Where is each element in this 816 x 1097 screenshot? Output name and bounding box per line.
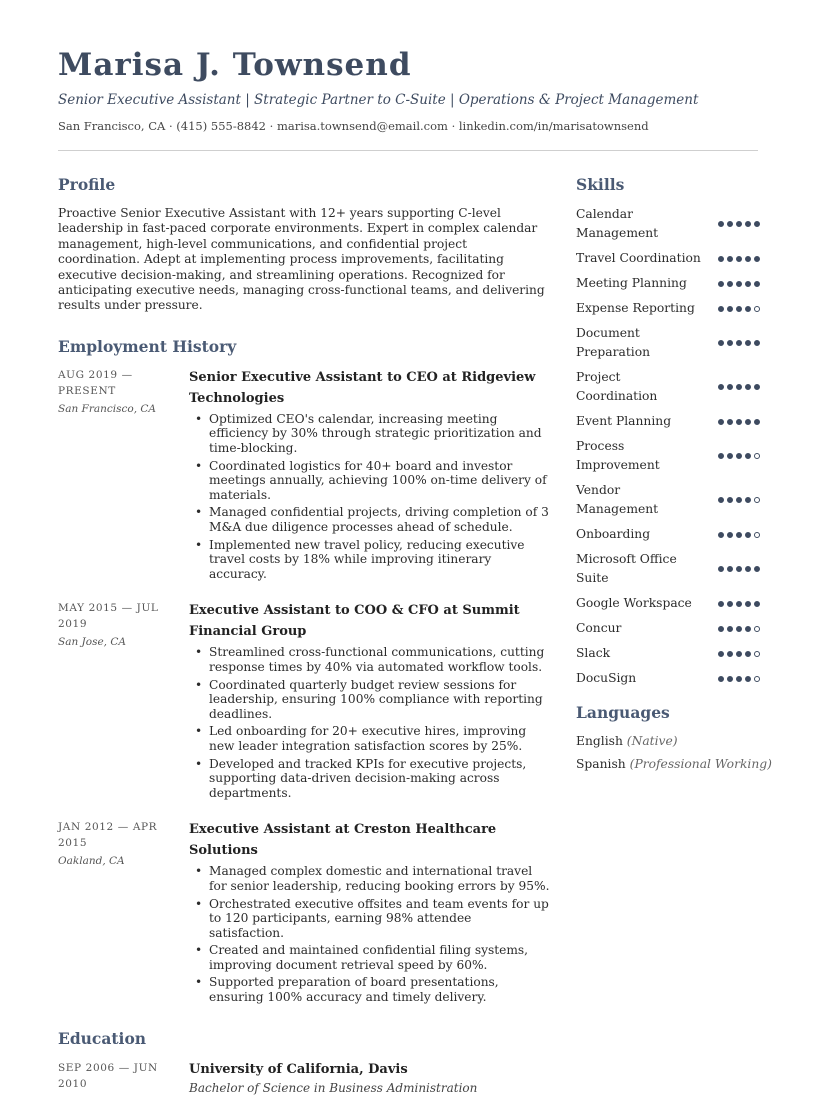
rating-dot-filled <box>718 256 724 262</box>
job-title: Executive Assistant to COO & CFO at Summit Financial Group <box>189 603 520 640</box>
job-bullet: • Developed and tracked KPIs for executive projects, supporting data-driven decision-making across departments. <box>189 757 550 801</box>
rating-dot-filled <box>736 221 742 227</box>
skill-name: Project Coordination <box>576 370 658 403</box>
profile-title: Profile <box>58 175 116 194</box>
rating-dot-filled <box>745 676 751 682</box>
rating-dot-filled <box>745 306 751 312</box>
rating-dot-empty <box>754 651 760 657</box>
rating-dot-filled <box>745 221 751 227</box>
job-bullet: • Managed complex domestic and international travel for senior leadership, reducing booking errors by 95%. <box>189 864 550 893</box>
skills-list <box>576 205 760 688</box>
rating-dot-filled <box>736 453 742 459</box>
skill-rating <box>718 676 760 682</box>
contact-line: San Francisco, CA · (415) 555-8842 · marisa.townsend@email.com · linkedin.com/in/marisatownsend <box>58 119 649 133</box>
school-name: University of California, Davis <box>189 1061 408 1077</box>
employment-section <box>58 336 550 1008</box>
rating-dot-filled <box>754 256 760 262</box>
job-bullet: • Implemented new travel policy, reducing executive travel costs by 18% while improving itinerary accuracy. <box>189 538 550 582</box>
rating-dot-filled <box>718 419 724 425</box>
rating-dot-empty <box>754 626 760 632</box>
rating-dot-filled <box>736 676 742 682</box>
rating-dot-filled <box>745 626 751 632</box>
skill-item <box>576 437 760 475</box>
skill-item <box>576 481 760 519</box>
rating-dot-filled <box>727 221 733 227</box>
rating-dot-filled <box>727 532 733 538</box>
job-bullet: • Streamlined cross-functional communications, cutting response times by 40% via automated workflow tools. <box>189 645 550 674</box>
skills-title: Skills <box>576 175 625 194</box>
skill-rating <box>718 601 760 607</box>
rating-dot-filled <box>727 256 733 262</box>
rating-dot-filled <box>754 384 760 390</box>
rating-dot-filled <box>718 532 724 538</box>
rating-dot-filled <box>727 497 733 503</box>
skill-name: Calendar Management <box>576 207 659 240</box>
rating-dot-filled <box>727 626 733 632</box>
job-bullets <box>189 645 550 800</box>
language-item <box>576 753 772 776</box>
rating-dot-filled <box>718 453 724 459</box>
language-name: Spanish <box>576 757 626 771</box>
education-body <box>189 1060 550 1097</box>
job-dates: JAN 2012 — APR 2015 <box>58 821 158 850</box>
rating-dot-filled <box>745 566 751 572</box>
skill-rating <box>718 419 760 425</box>
education-entry <box>58 1060 550 1097</box>
skill-rating <box>718 626 760 632</box>
skill-name: Process Improvement <box>576 439 660 472</box>
rating-dot-filled <box>754 419 760 425</box>
skill-rating <box>718 532 760 538</box>
skill-rating <box>718 566 760 572</box>
rating-dot-filled <box>745 256 751 262</box>
skill-item <box>576 249 760 268</box>
job-bullet: • Orchestrated executive offsites and team events for up to 120 participants, earning 98% attendee satisfaction. <box>189 897 550 941</box>
rating-dot-filled <box>727 384 733 390</box>
rating-dot-filled <box>754 566 760 572</box>
skill-item <box>576 274 760 293</box>
job-title: Senior Executive Assistant to CEO at Ridgeview Technologies <box>189 369 536 406</box>
rating-dot-filled <box>736 566 742 572</box>
job-location: Oakland, CA <box>58 855 125 868</box>
job-meta <box>58 600 189 803</box>
job-dates: MAY 2015 — JUL 2019 <box>58 602 159 631</box>
skill-name: Document Preparation <box>576 326 651 359</box>
skill-rating <box>718 384 760 390</box>
skill-item <box>576 525 760 544</box>
skill-name: Vendor Management <box>576 483 659 516</box>
skill-name: DocuSign <box>576 671 637 685</box>
skill-item <box>576 550 760 588</box>
skill-item <box>576 205 760 243</box>
rating-dot-filled <box>718 281 724 287</box>
skill-name: Travel Coordination <box>576 251 701 265</box>
rating-dot-filled <box>727 419 733 425</box>
rating-dot-filled <box>736 651 742 657</box>
profile-section <box>58 174 550 314</box>
rating-dot-filled <box>718 651 724 657</box>
rating-dot-filled <box>736 340 742 346</box>
skill-item <box>576 368 760 406</box>
job-location: San Jose, CA <box>58 636 126 649</box>
education-section <box>58 1028 550 1097</box>
rating-dot-empty <box>754 532 760 538</box>
skill-item <box>576 644 760 663</box>
education-meta <box>58 1060 189 1097</box>
resume-header <box>58 46 758 134</box>
job-bullet: • Coordinated quarterly budget review sessions for leadership, ensuring 100% compliance with reporting deadlines. <box>189 678 550 722</box>
job-bullet: • Led onboarding for 20+ executive hires, improving new leader integration satisfaction scores by 25%. <box>189 724 550 753</box>
degree-name: Bachelor of Science in Business Administration <box>189 1080 478 1095</box>
skill-item <box>576 594 760 613</box>
rating-dot-filled <box>718 676 724 682</box>
rating-dot-filled <box>727 601 733 607</box>
rating-dot-filled <box>736 256 742 262</box>
rating-dot-filled <box>727 453 733 459</box>
employment-title: Employment History <box>58 336 237 356</box>
rating-dot-filled <box>718 626 724 632</box>
side-column <box>576 174 772 776</box>
skill-rating <box>718 281 760 287</box>
rating-dot-filled <box>745 601 751 607</box>
rating-dot-filled <box>754 601 760 607</box>
rating-dot-filled <box>754 340 760 346</box>
skill-name: Concur <box>576 621 622 635</box>
rating-dot-empty <box>754 306 760 312</box>
header-divider <box>58 150 758 151</box>
rating-dot-empty <box>754 497 760 503</box>
skill-rating <box>718 221 760 227</box>
job-entry <box>58 819 550 1007</box>
job-entry <box>58 367 550 585</box>
profile-text: Proactive Senior Executive Assistant with 12+ years supporting C-level leadership in fast-paced corporate environments. Expert in complex calendar management, high-level communications, and confidential project coordination. Adept at implementing process improvements, facilitating executive decision-making, and streamlining operations. Recognized for anticipating executive needs, managing cross-functional teams, and delivering results under pressure. <box>58 206 545 313</box>
rating-dot-filled <box>727 306 733 312</box>
rating-dot-filled <box>745 340 751 346</box>
candidate-tagline: Senior Executive Assistant | Strategic Partner to C-Suite | Operations & Project Management <box>58 92 699 108</box>
skills-section <box>576 174 760 688</box>
rating-dot-filled <box>736 497 742 503</box>
job-title: Executive Assistant at Creston Healthcare Solutions <box>189 822 497 859</box>
job-dates: AUG 2019 — PRESENT <box>58 368 133 397</box>
rating-dot-filled <box>718 306 724 312</box>
rating-dot-filled <box>754 281 760 287</box>
job-bullets <box>189 864 550 1004</box>
rating-dot-filled <box>718 601 724 607</box>
rating-dot-filled <box>736 626 742 632</box>
skill-item <box>576 412 760 431</box>
rating-dot-filled <box>718 497 724 503</box>
job-body <box>189 819 550 1007</box>
education-dates: SEP 2006 — JUN 2010 <box>58 1061 158 1090</box>
skill-rating <box>718 256 760 262</box>
candidate-name: Marisa J. Townsend <box>58 47 412 83</box>
skill-name: Onboarding <box>576 527 651 541</box>
rating-dot-filled <box>736 601 742 607</box>
rating-dot-filled <box>727 651 733 657</box>
rating-dot-filled <box>745 651 751 657</box>
skill-name: Microsoft Office Suite <box>576 552 677 585</box>
languages-title: Languages <box>576 703 670 722</box>
job-bullet: • Coordinated logistics for 40+ board and investor meetings annually, achieving 100% on-time delivery of materials. <box>189 459 550 503</box>
skill-item <box>576 669 760 688</box>
language-name: English <box>576 734 623 748</box>
job-bullets <box>189 412 550 582</box>
rating-dot-filled <box>745 497 751 503</box>
rating-dot-filled <box>745 281 751 287</box>
language-level: (Professional Working) <box>629 757 772 771</box>
skill-rating <box>718 340 760 346</box>
rating-dot-filled <box>718 384 724 390</box>
language-level: (Native) <box>626 734 678 748</box>
language-item <box>576 730 760 753</box>
job-location: San Francisco, CA <box>58 402 157 415</box>
skill-rating <box>718 651 760 657</box>
skill-rating <box>718 306 760 312</box>
rating-dot-filled <box>736 281 742 287</box>
rating-dot-empty <box>754 453 760 459</box>
rating-dot-filled <box>745 532 751 538</box>
rating-dot-filled <box>718 566 724 572</box>
languages-section <box>576 702 772 776</box>
rating-dot-filled <box>736 384 742 390</box>
rating-dot-filled <box>745 384 751 390</box>
rating-dot-empty <box>754 676 760 682</box>
job-meta <box>58 367 189 585</box>
main-column <box>58 174 550 1097</box>
skill-rating <box>718 497 760 503</box>
job-body <box>189 367 550 585</box>
skill-name: Google Workspace <box>576 596 692 610</box>
skill-item <box>576 619 760 638</box>
job-body <box>189 600 550 803</box>
job-meta <box>58 819 189 1007</box>
rating-dot-filled <box>727 281 733 287</box>
rating-dot-filled <box>736 306 742 312</box>
rating-dot-filled <box>718 221 724 227</box>
education-title: Education <box>58 1028 147 1048</box>
job-bullet: • Created and maintained confidential filing systems, improving document retrieval speed by 60%. <box>189 943 550 972</box>
rating-dot-filled <box>754 221 760 227</box>
job-bullet: • Optimized CEO's calendar, increasing meeting efficiency by 30% through strategic prioritization and time-blocking. <box>189 412 550 456</box>
skill-item <box>576 299 760 318</box>
rating-dot-filled <box>736 419 742 425</box>
job-bullet: • Supported preparation of board presentations, ensuring 100% accuracy and timely delivery. <box>189 975 550 1004</box>
job-entry <box>58 600 550 803</box>
rating-dot-filled <box>745 419 751 425</box>
skill-item <box>576 324 760 362</box>
rating-dot-filled <box>736 532 742 538</box>
rating-dot-filled <box>727 566 733 572</box>
skill-name: Meeting Planning <box>576 276 687 290</box>
rating-dot-filled <box>727 340 733 346</box>
rating-dot-filled <box>745 453 751 459</box>
job-bullet: • Managed confidential projects, driving completion of 3 M&A due diligence processes ahead of schedule. <box>189 505 550 534</box>
rating-dot-filled <box>727 676 733 682</box>
skill-name: Event Planning <box>576 414 672 428</box>
skill-rating <box>718 453 760 459</box>
skill-name: Slack <box>576 646 611 660</box>
rating-dot-filled <box>718 340 724 346</box>
skill-name: Expense Reporting <box>576 301 695 315</box>
